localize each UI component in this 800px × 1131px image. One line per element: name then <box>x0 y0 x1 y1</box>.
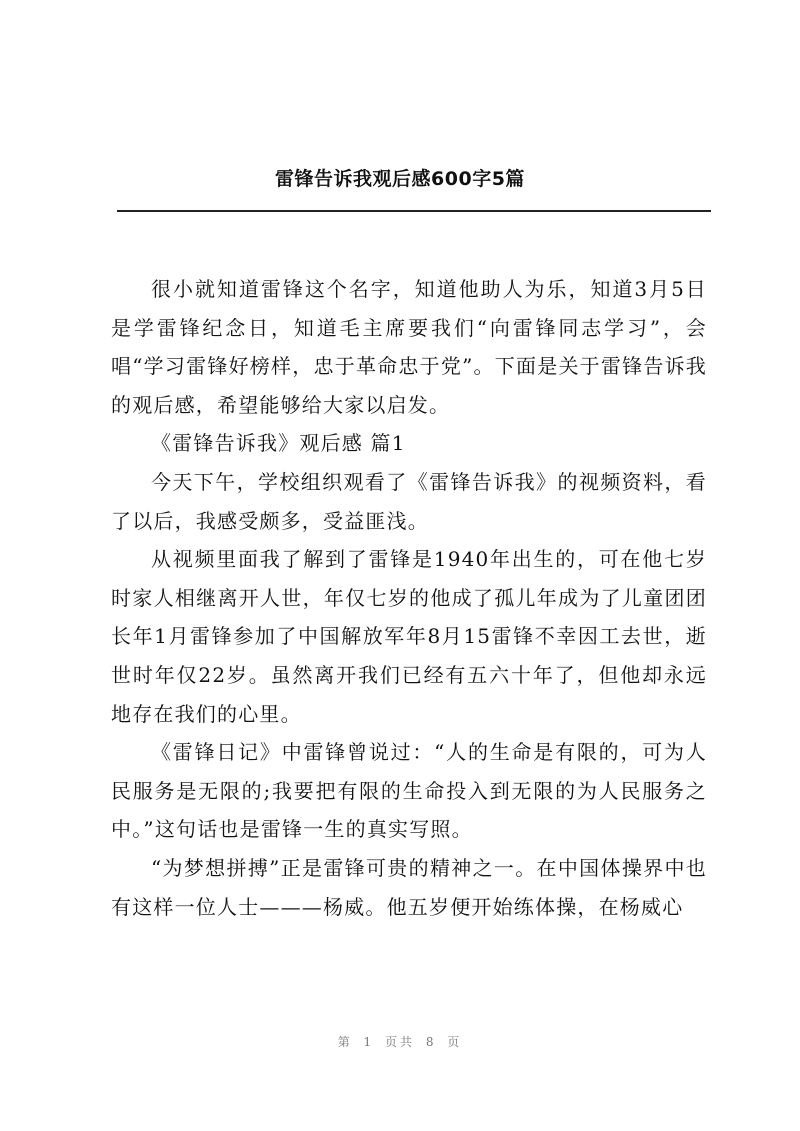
paragraph-body: 《雷锋日记》中雷锋曾说过：“人的生命是有限的，可为人民服务是无限的;我要把有限的生命投入到无限的为人民服务之中。”这句话也是雷锋一生的真实写照。 <box>111 740 707 842</box>
paragraph-intro: 很小就知道雷锋这个名字，知道他助人为乐，知道3月5日是学雷锋纪念日，知道毛主席要我们“向雷锋同志学习”，会唱“学习雷锋好榜样，忠于革命忠于党”。下面是关于雷锋告诉我的观后感，希望能够给大家以启发。 <box>111 277 707 417</box>
paragraph-body: 今天下午，学校组织观看了《雷锋告诉我》的视频资料，看了以后，我感受颇多，受益匪浅。 <box>111 469 707 533</box>
page-title: 雷锋告诉我观后感600字5篇 <box>275 168 525 190</box>
title-divider <box>117 210 711 212</box>
document-body <box>111 270 707 926</box>
paragraph-body: 从视频里面我了解到了雷锋是1940年出生的，可在他七岁时家人相继离开人世，年仅七岁的他成了孤儿年成为了儿童团团长年1月雷锋参加了中国解放军年8月15雷锋不幸因工去世，逝世时年仅22岁。虽然离开我们已经有五六十年了，但他却永远地存在我们的心里。 <box>111 547 707 726</box>
page-number-footer: 第 1 页共 8 页 <box>337 1035 463 1049</box>
section-heading: 《雷锋告诉我》观后感 篇1 <box>151 431 406 456</box>
paragraph-body: “为梦想拼搏”正是雷锋可贵的精神之一。在中国体操界中也有这样一位人士———杨威。他五岁便开始练体操，在杨威心 <box>111 855 707 919</box>
